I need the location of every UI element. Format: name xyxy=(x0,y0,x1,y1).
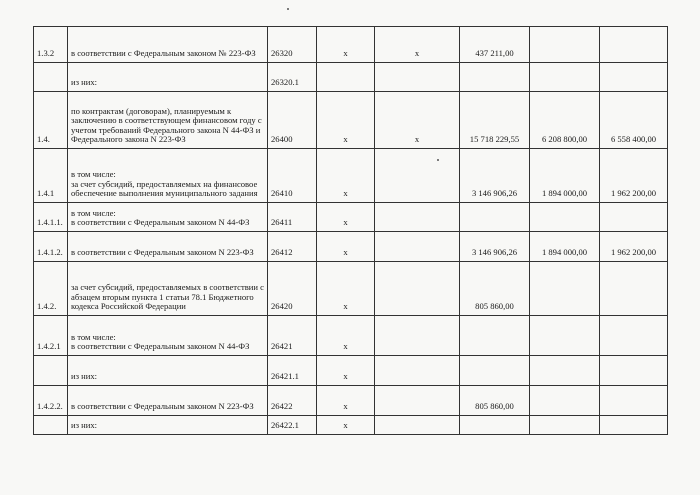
row-code: 26320 xyxy=(268,27,317,63)
cell-mark-1: x xyxy=(317,386,375,416)
row-number xyxy=(34,63,68,92)
row-description: из них: xyxy=(68,356,268,386)
row-number: 1.3.2 xyxy=(34,27,68,63)
amount-next-year: 1 894 000,00 xyxy=(530,232,600,262)
row-code: 26400 xyxy=(268,92,317,149)
amount-second-year xyxy=(600,63,668,92)
cell-mark-1: x xyxy=(317,27,375,63)
row-description: в том числе: в соответствии с Федеральным законом N 44-ФЗ xyxy=(68,203,268,232)
cell-mark-2 xyxy=(375,63,460,92)
amount-current-year: 805 860,00 xyxy=(460,386,530,416)
row-number: 1.4.1 xyxy=(34,149,68,203)
amount-second-year xyxy=(600,416,668,435)
cell-mark-1: x xyxy=(317,232,375,262)
amount-current-year: 805 860,00 xyxy=(460,262,530,316)
cell-mark-2 xyxy=(375,203,460,232)
cell-mark-1: x xyxy=(317,262,375,316)
amount-second-year: 1 962 200,00 xyxy=(600,232,668,262)
table-row xyxy=(34,262,668,316)
table-row xyxy=(34,63,668,92)
row-description: по контрактам (договорам), планируемым к заключению в соответствующем финансовом году с учетом требований Федерального закона N 44-ФЗ и Федерального закона N 223-ФЗ xyxy=(68,92,268,149)
amount-next-year xyxy=(530,63,600,92)
cell-mark-1 xyxy=(317,63,375,92)
amount-next-year xyxy=(530,316,600,356)
table-row xyxy=(34,232,668,262)
row-code: 26421.1 xyxy=(268,356,317,386)
row-number: 1.4.2. xyxy=(34,262,68,316)
amount-second-year xyxy=(600,386,668,416)
cell-mark-1: x xyxy=(317,203,375,232)
table-row xyxy=(34,27,668,63)
cell-mark-2: x xyxy=(375,27,460,63)
amount-next-year xyxy=(530,262,600,316)
table-row xyxy=(34,203,668,232)
row-description: из них: xyxy=(68,416,268,435)
row-description: из них: xyxy=(68,63,268,92)
row-number xyxy=(34,416,68,435)
row-code: 26422 xyxy=(268,386,317,416)
amount-second-year: 1 962 200,00 xyxy=(600,149,668,203)
cell-mark-2 xyxy=(375,316,460,356)
amount-current-year xyxy=(460,356,530,386)
amount-current-year xyxy=(460,63,530,92)
scan-speck xyxy=(287,8,289,10)
row-code: 26420 xyxy=(268,262,317,316)
cell-mark-2 xyxy=(375,149,460,203)
cell-mark-2 xyxy=(375,262,460,316)
cell-mark-1: x xyxy=(317,316,375,356)
row-description: в соответствии с Федеральным законом № 223-ФЗ xyxy=(68,27,268,63)
cell-mark-2 xyxy=(375,232,460,262)
amount-current-year: 3 146 906,26 xyxy=(460,149,530,203)
amount-second-year xyxy=(600,203,668,232)
amount-second-year xyxy=(600,27,668,63)
table-row xyxy=(34,416,668,435)
amount-current-year: 3 146 906,26 xyxy=(460,232,530,262)
amount-next-year: 1 894 000,00 xyxy=(530,149,600,203)
cell-mark-1: x xyxy=(317,356,375,386)
amount-current-year: 15 718 229,55 xyxy=(460,92,530,149)
row-number: 1.4.2.1 xyxy=(34,316,68,356)
row-description: в соответствии с Федеральным законом N 223-ФЗ xyxy=(68,232,268,262)
amount-next-year xyxy=(530,416,600,435)
amount-next-year xyxy=(530,203,600,232)
row-description: за счет субсидий, предоставляемых в соответствии с абзацем вторым пункта 1 статьи 78.1 Бюджетного кодекса Российской Федерации xyxy=(68,262,268,316)
cell-mark-1: x xyxy=(317,416,375,435)
cell-mark-2 xyxy=(375,356,460,386)
row-code: 26410 xyxy=(268,149,317,203)
table-row xyxy=(34,386,668,416)
table-row xyxy=(34,92,668,149)
amount-second-year xyxy=(600,262,668,316)
row-description: в соответствии с Федеральным законом N 223-ФЗ xyxy=(68,386,268,416)
table-row xyxy=(34,356,668,386)
row-code: 26411 xyxy=(268,203,317,232)
amount-next-year xyxy=(530,356,600,386)
cell-mark-1: x xyxy=(317,92,375,149)
cell-mark-2 xyxy=(375,416,460,435)
amount-current-year xyxy=(460,316,530,356)
row-number: 1.4.1.2. xyxy=(34,232,68,262)
row-code: 26422.1 xyxy=(268,416,317,435)
row-number: 1.4.2.2. xyxy=(34,386,68,416)
cell-mark-2 xyxy=(375,386,460,416)
cell-mark-1: x xyxy=(317,149,375,203)
cell-mark-2: x xyxy=(375,92,460,149)
row-description: в том числе: за счет субсидий, предоставляемых на финансовое обеспечение выполнения муниципального задания xyxy=(68,149,268,203)
amount-next-year xyxy=(530,386,600,416)
amount-second-year: 6 558 400,00 xyxy=(600,92,668,149)
row-number xyxy=(34,356,68,386)
amount-second-year xyxy=(600,356,668,386)
row-code: 26320.1 xyxy=(268,63,317,92)
amount-current-year xyxy=(460,416,530,435)
financial-table xyxy=(33,26,668,435)
amount-next-year: 6 208 800,00 xyxy=(530,92,600,149)
table-row xyxy=(34,149,668,203)
row-code: 26412 xyxy=(268,232,317,262)
amount-second-year xyxy=(600,316,668,356)
row-number: 1.4.1.1. xyxy=(34,203,68,232)
row-description: в том числе: в соответствии с Федеральным законом N 44-ФЗ xyxy=(68,316,268,356)
row-number: 1.4. xyxy=(34,92,68,149)
amount-current-year xyxy=(460,203,530,232)
amount-current-year: 437 211,00 xyxy=(460,27,530,63)
amount-next-year xyxy=(530,27,600,63)
row-code: 26421 xyxy=(268,316,317,356)
table-row xyxy=(34,316,668,356)
